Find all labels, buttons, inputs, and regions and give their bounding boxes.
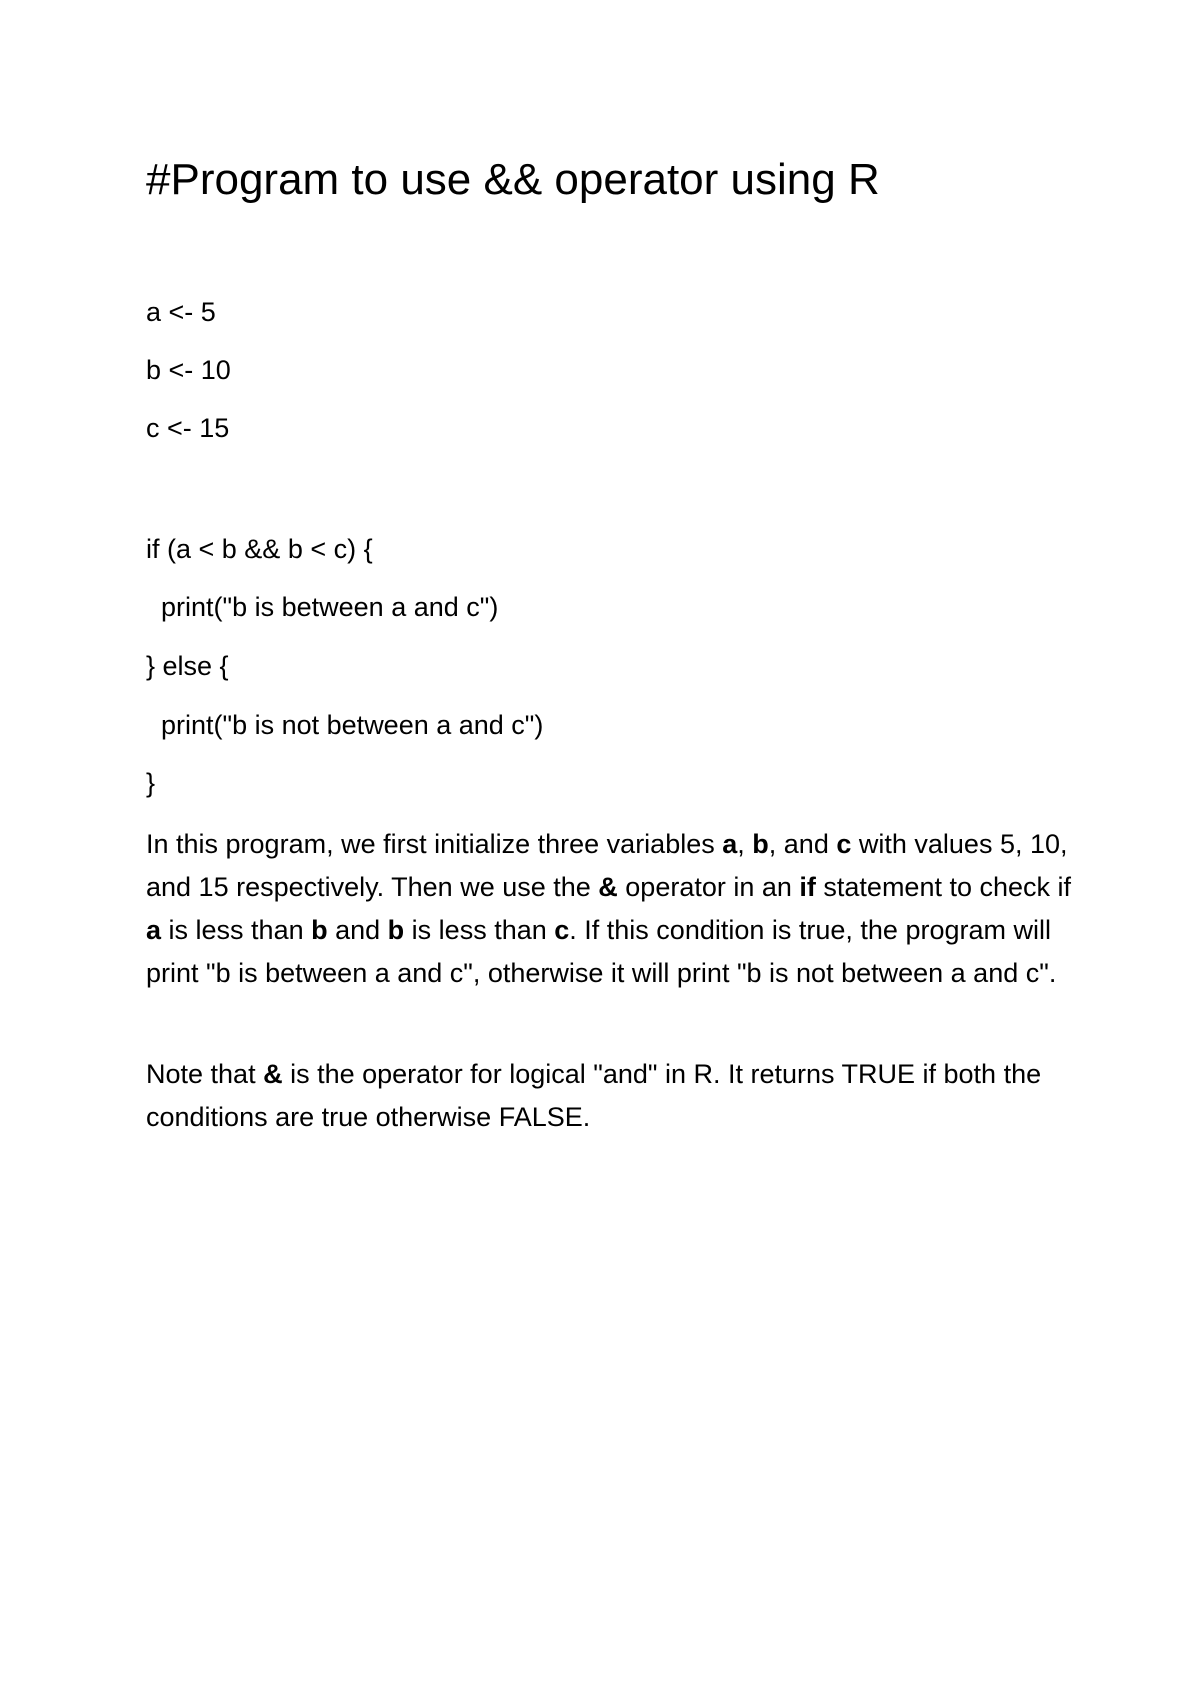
code-line-5: print("b is between a and c") xyxy=(146,592,499,622)
code-line-3: c <- 15 xyxy=(146,413,230,443)
explanation-text: , xyxy=(737,829,753,859)
explanation-paragraph xyxy=(146,823,1076,995)
note-text: Note that xyxy=(146,1059,264,1089)
note-text: is the operator for logical "and" in R. It returns TRUE if both the conditions are true otherwise FALSE. xyxy=(146,1059,1042,1132)
code-line-6: } else { xyxy=(146,651,229,681)
var-b-bold: b xyxy=(311,915,328,945)
if-keyword-bold: if xyxy=(799,872,816,902)
code-line-1: a <- 5 xyxy=(146,297,216,327)
explanation-text: , and xyxy=(768,829,837,859)
var-c-bold: c xyxy=(836,829,852,859)
explanation-text: . If this condition is true, the program will print "b is between a and c", otherwise it will print "b is not between a and c". xyxy=(146,915,1057,988)
var-b-bold: b xyxy=(752,829,769,859)
operator-bold: & xyxy=(263,1059,283,1089)
var-c-bold: c xyxy=(554,915,570,945)
explanation-text: operator in an xyxy=(617,872,800,902)
code-line-2: b <- 10 xyxy=(146,355,231,385)
code-line-7: print("b is not between a and c") xyxy=(146,710,544,740)
document-title: #Program to use && operator using R xyxy=(146,155,880,204)
note-paragraph xyxy=(146,1053,1076,1139)
explanation-text: and xyxy=(327,915,388,945)
operator-bold: & xyxy=(598,872,618,902)
code-line-4: if (a < b && b < c) { xyxy=(146,534,373,564)
explanation-text: is less than xyxy=(404,915,555,945)
explanation-text: is less than xyxy=(161,915,312,945)
explanation-text: with values 5, 10, and 15 respectively. Then we use the xyxy=(146,829,1068,902)
explanation-text: statement to check if xyxy=(815,872,1072,902)
var-a-bold: a xyxy=(146,915,162,945)
code-line-8: } xyxy=(146,768,156,798)
var-b-bold: b xyxy=(387,915,405,945)
var-a-bold: a xyxy=(722,829,738,859)
explanation-text: In this program, we first initialize three variables xyxy=(146,829,723,859)
